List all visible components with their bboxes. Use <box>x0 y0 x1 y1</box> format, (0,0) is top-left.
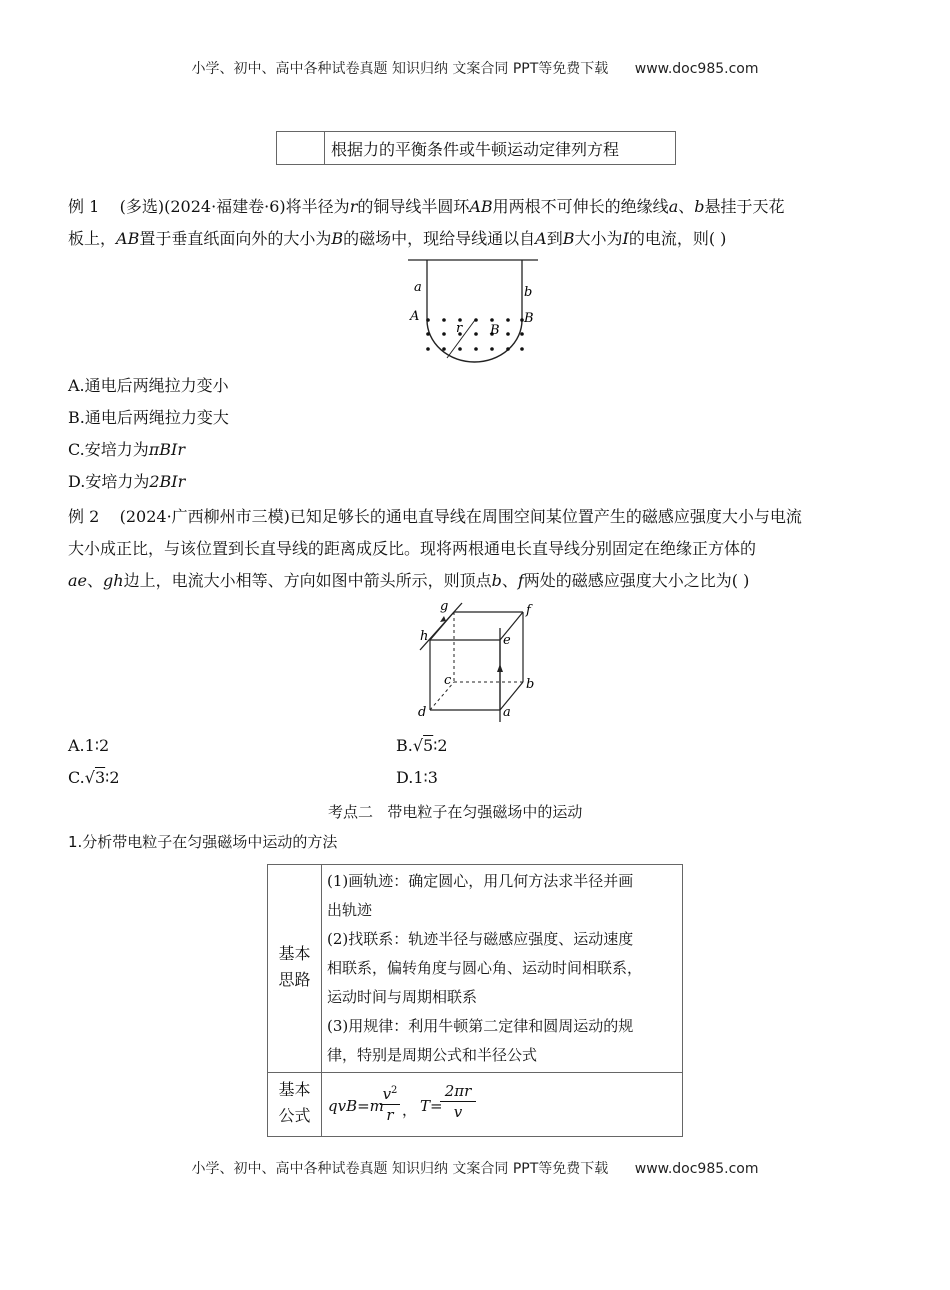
option-1C[interactable] <box>68 439 185 461</box>
frac1-den: r <box>386 1106 394 1124</box>
footer-text: 小学、初中、高中各种试卷真题 知识归纳 文案合同 PPT等免费下载 <box>191 1161 609 1177</box>
label-c: c <box>444 673 452 688</box>
label-B-field: B <box>490 323 500 338</box>
example1-text: 置于垂直纸面向外的大小为 <box>139 229 332 248</box>
fraction-2pir-v <box>440 1081 476 1122</box>
radical-icon: √ <box>84 768 95 787</box>
formula-comma: ， <box>402 1101 418 1119</box>
example1-text: 悬挂于天花 <box>704 197 785 216</box>
option-2B-radicand: 5 <box>423 736 434 755</box>
frac1-num: v <box>382 1085 392 1103</box>
var-A: A <box>535 229 547 248</box>
label-A: A <box>410 309 420 324</box>
option-2C-suffix: ∶2 <box>105 768 120 787</box>
var-ae: ae <box>68 571 88 590</box>
option-1B[interactable]: B.通电后两绳拉力变大 <box>68 408 229 427</box>
option-1D[interactable] <box>68 471 185 493</box>
option-1A[interactable]: A.通电后两绳拉力变小 <box>68 376 229 395</box>
example1-text: 用两根不可伸长的绝缘线 <box>492 197 669 216</box>
method-table <box>267 864 683 1137</box>
option-2B-text: B. <box>396 736 413 755</box>
example2-text: 、 <box>87 571 104 590</box>
row2-header-line1: 基本 <box>278 1080 311 1099</box>
example1-text: 、 <box>678 197 695 216</box>
magnetic-field-dots <box>426 318 524 351</box>
example2-text: 已知足够长的通电直导线在周围空间某位置产生的磁感应强度大小与电流 <box>289 507 802 526</box>
var-f: f <box>517 571 524 590</box>
var-b: b <box>491 571 502 590</box>
row1-header <box>268 941 321 993</box>
var-r: r <box>349 197 358 216</box>
option-2C[interactable] <box>68 767 120 789</box>
header-text: 小学、初中、高中各种试卷真题 知识归纳 文案合同 PPT等免费下载 <box>191 61 609 77</box>
figure-cube <box>410 598 550 723</box>
radical-icon: √ <box>412 736 424 755</box>
frac2-num: 2πr <box>440 1081 476 1102</box>
footer-url[interactable]: www.doc985.com <box>634 1161 759 1177</box>
option-1D-expr: 2BIr <box>149 472 186 491</box>
page-header <box>0 58 950 78</box>
example1-text: 板上， <box>68 229 117 248</box>
example1-text: 大小为 <box>574 229 623 248</box>
method-line: (1)画轨迹：确定圆心，用几何方法求半径并画 <box>327 872 634 890</box>
row2-header <box>268 1077 321 1129</box>
label-r: r <box>456 321 463 336</box>
example1-label: 例 1 <box>68 197 100 216</box>
label-a-cube: a <box>503 705 511 720</box>
var-a: a <box>668 197 679 216</box>
var-B: B <box>562 229 575 248</box>
example2-stem <box>68 503 883 595</box>
figure-semicircle <box>400 256 550 368</box>
var-I: I <box>622 229 629 248</box>
option-2A[interactable]: A.1∶2 <box>68 736 110 755</box>
label-f: f <box>526 603 531 618</box>
method-line: (2)找联系：轨迹半径与磁感应强度、运动速度 <box>327 930 634 948</box>
arrow-gh <box>440 616 446 622</box>
var-B: B <box>331 229 344 248</box>
label-b-cube: b <box>526 677 535 692</box>
section-subtitle: 1.分析带电粒子在匀强磁场中运动的方法 <box>68 833 338 851</box>
row2-header-line2: 公式 <box>278 1106 311 1125</box>
option-2C-radicand: 3 <box>94 768 106 787</box>
example1-stem <box>68 193 883 253</box>
arrow-ae <box>497 664 503 672</box>
top-table-cell: 根据力的平衡条件或牛顿运动定律列方程 <box>331 140 620 159</box>
example2-line2: 大小成正比，与该位置到长直导线的距离成反比。现将两根通电长直导线分别固定在绝缘正方体的 <box>68 539 757 558</box>
option-2D[interactable]: D.1∶3 <box>396 768 438 787</box>
top-table <box>276 131 676 165</box>
label-b: b <box>524 285 533 300</box>
var-ab: AB <box>469 197 493 216</box>
method-line: (3)用规律：利用牛顿第二定律和圆周运动的规 <box>327 1017 634 1035</box>
example2-text: 边上，电流大小相等、方向如图中箭头所示，则顶点 <box>123 571 492 590</box>
example1-source: (多选)(2024·福建卷·6) <box>119 197 286 216</box>
option-1C-expr: πBIr <box>148 440 186 459</box>
label-d: d <box>418 705 427 720</box>
formula-T: T= <box>420 1097 443 1115</box>
var-b: b <box>694 197 705 216</box>
label-e: e <box>503 633 511 648</box>
example1-text: 的电流，则( ) <box>628 229 727 248</box>
option-2C-text: C. <box>68 768 85 787</box>
example2-text: 两处的磁感应强度大小之比为( ) <box>523 571 750 590</box>
example2-text: 、 <box>501 571 518 590</box>
example1-text: 的磁场中，现给导线通以自 <box>343 229 536 248</box>
method-line: 相联系，偏转角度与圆心角、运动时间相联系， <box>327 959 643 977</box>
var-ab: AB <box>116 229 140 248</box>
option-1D-text: D.安培力为 <box>68 472 150 491</box>
option-1C-text: C.安培力为 <box>68 440 149 459</box>
example2-label: 例 2 <box>68 507 100 526</box>
row1-content <box>327 867 679 1070</box>
var-gh: gh <box>103 571 124 590</box>
semicircle-ab <box>427 320 522 362</box>
frac2-den: v <box>453 1103 463 1121</box>
section-heading: 带电粒子在匀强磁场中的运动 <box>387 803 583 821</box>
option-2B[interactable] <box>396 735 448 757</box>
method-table-col-divider <box>321 865 322 1136</box>
section-number: 考点二 <box>328 803 374 821</box>
method-line: 运动时间与周期相联系 <box>327 988 478 1006</box>
example2-source: (2024·广西柳州市三模) <box>119 507 290 526</box>
header-url[interactable]: www.doc985.com <box>634 61 759 77</box>
method-line: 律，特别是周期公式和半径公式 <box>327 1046 538 1064</box>
label-a: a <box>414 280 422 295</box>
section-title <box>328 801 582 823</box>
label-g: g <box>440 599 449 614</box>
option-2B-suffix: ∶2 <box>433 736 448 755</box>
method-table-row-divider <box>268 1072 682 1073</box>
label-h: h <box>420 629 429 644</box>
page-footer <box>0 1158 950 1178</box>
row1-header-line1: 基本 <box>278 944 311 963</box>
example1-text: 的铜导线半圆环 <box>357 197 470 216</box>
top-table-divider <box>324 132 325 164</box>
example1-text: 将半径为 <box>285 197 350 216</box>
label-B: B <box>524 311 534 326</box>
method-line: 出轨迹 <box>327 901 373 919</box>
row1-header-line2: 思路 <box>278 970 311 989</box>
example1-text: 到 <box>546 229 563 248</box>
frac1-sup: 2 <box>391 1085 398 1096</box>
fraction-v2-r <box>380 1081 400 1125</box>
formula-lhs: qvB=m <box>328 1097 384 1115</box>
